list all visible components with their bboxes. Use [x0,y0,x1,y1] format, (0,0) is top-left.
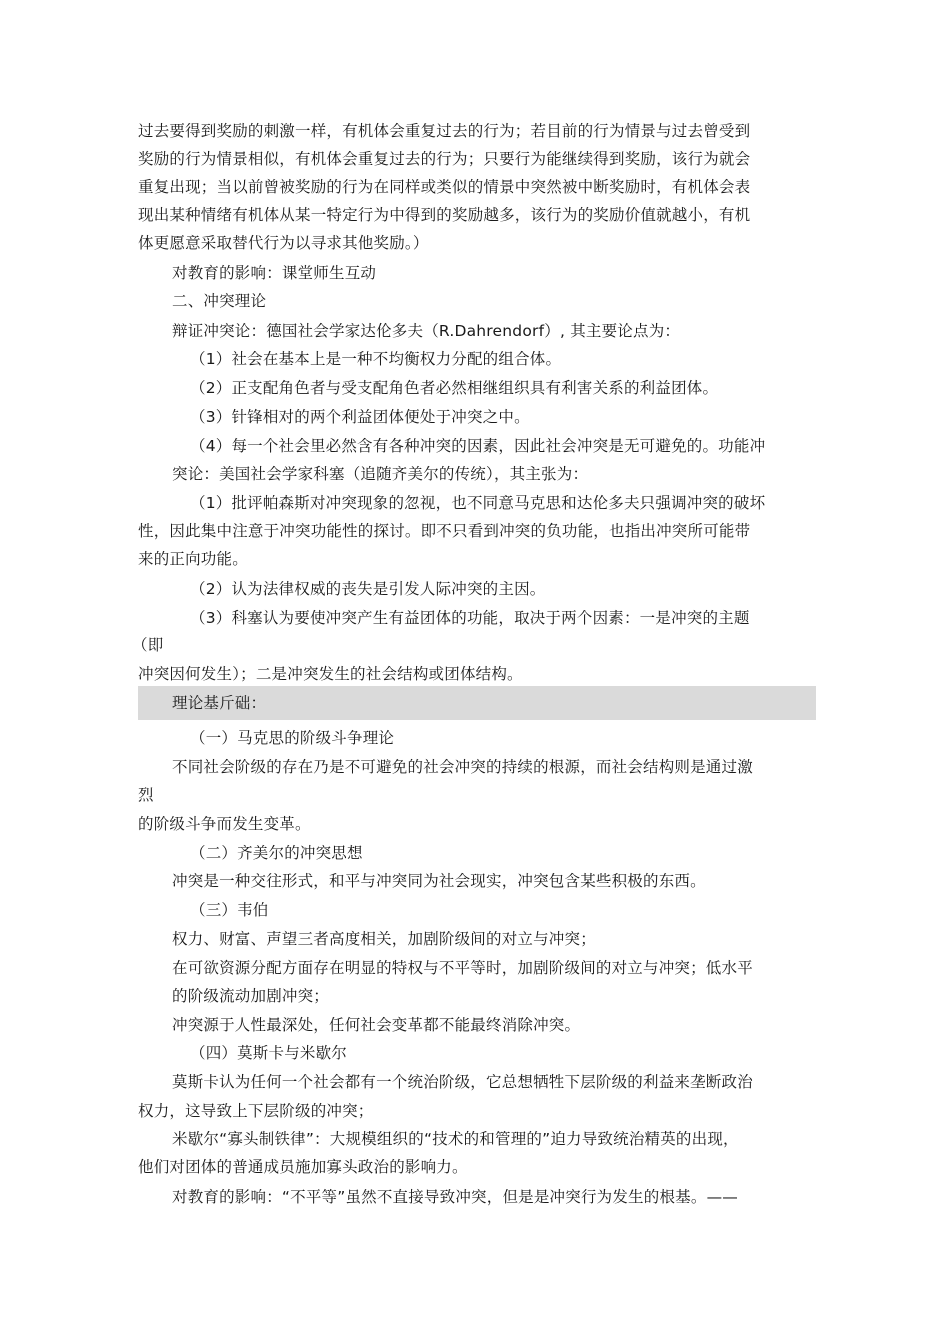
list-item: （1）社会在基本上是一种不均衡权力分配的组合体。 [190,350,562,368]
sub-heading: （二）齐美尔的冲突思想 [190,844,363,862]
section-heading: 理论基斤础： [172,694,267,712]
paragraph-line: 来的正向功能。 [138,550,248,568]
paragraph-line: （即 [132,636,164,654]
list-item: （1）批评帕森斯对冲突现象的忽视，也不同意马克思和达伦多夫只强调冲突的破坏 [190,494,766,512]
paragraph-line: 不同社会阶级的存在乃是不可避免的社会冲突的持续的根源，而社会结构则是通过激 [172,758,753,776]
paragraph-line: 权力，这导致上下层阶级的冲突； [138,1102,374,1120]
paragraph-line: 辩证冲突论：德国社会学家达伦多夫（R.Dahrendorf）, 其主要论点为： [172,322,681,340]
list-item: （2）正支配角色者与受支配角色者必然相继组织具有利害关系的利益团体。 [190,379,719,397]
paragraph-line: 体更愿意采取替代行为以寻求其他奖励。） [138,234,429,252]
list-item: （3）针锋相对的两个利益团体便处于冲突之中。 [190,408,530,426]
paragraph-line: 奖励的行为情景相似，有机体会重复过去的行为；只要行为能继续得到奖励，该行为就会 [138,150,751,168]
paragraph-line: 烈 [138,786,154,804]
paragraph-line: 莫斯卡认为任何一个社会都有一个统治阶级，它总想牺牲下层阶级的利益来垄断政治 [172,1073,753,1091]
list-item: （4）每一个社会里必然含有各种冲突的因素，因此社会冲突是无可避免的。功能冲 [190,437,766,455]
list-item: （2）认为法律权威的丧失是引发人际冲突的主因。 [190,580,546,598]
paragraph-line: 米歇尔“寡头制铁律”：大规模组织的“技术的和管理的”迫力导致统治精英的出现， [172,1130,739,1148]
sub-heading: （三）韦伯 [190,901,269,919]
paragraph-line: 重复出现；当以前曾被奖励的行为在同样或类似的情景中突然被中断奖励时，有机体会表 [138,178,751,196]
paragraph-line: 对教育的影响：“不平等”虽然不直接导致冲突，但是是冲突行为发生的根基。—— [172,1188,738,1206]
paragraph-line: 冲突因何发生）；二是冲突发生的社会结构或团体结构。 [138,665,523,683]
paragraph-line: 现出某种情绪有机体从某一特定行为中得到的奖励越多，该行为的奖励价值就越小，有机 [138,206,751,224]
paragraph-line: 性，因此集中注意于冲突功能性的探讨。即不只看到冲突的负功能，也指出冲突所可能带 [138,522,751,540]
paragraph-line: 的阶级斗争而发生变革。 [138,815,311,833]
paragraph-line: 冲突是一种交往形式，和平与冲突同为社会现实，冲突包含某些积极的东西。 [172,872,706,890]
sub-heading: （一）马克思的阶级斗争理论 [190,729,395,747]
sub-heading: （四）莫斯卡与米歇尔 [190,1044,348,1062]
paragraph-line: 他们对团体的普通成员施加寡头政治的影响力。 [138,1158,468,1176]
paragraph-line: 对教育的影响：课堂师生互动 [172,264,377,282]
paragraph-line: 过去要得到奖励的刺激一样，有机体会重复过去的行为；若目前的行为情景与过去曾受到 [138,122,751,140]
section-heading: 二、冲突理论 [172,292,267,310]
paragraph-line: 冲突源于人性最深处，任何社会变革都不能最终消除冲突。 [172,1016,581,1034]
list-item: （3）科塞认为要使冲突产生有益团体的功能，取决于两个因素：一是冲突的主题 [190,609,750,627]
paragraph-line: 权力、财富、声望三者高度相关，加剧阶级间的对立与冲突； [172,930,596,948]
paragraph-line: 的阶级流动加剧冲突； [172,987,330,1005]
paragraph-line: 在可欲资源分配方面存在明显的特权与不平等时，加剧阶级间的对立与冲突；低水平 [172,959,753,977]
paragraph-line: 突论：美国社会学家科塞（追随齐美尔的传统），其主张为： [172,465,589,483]
